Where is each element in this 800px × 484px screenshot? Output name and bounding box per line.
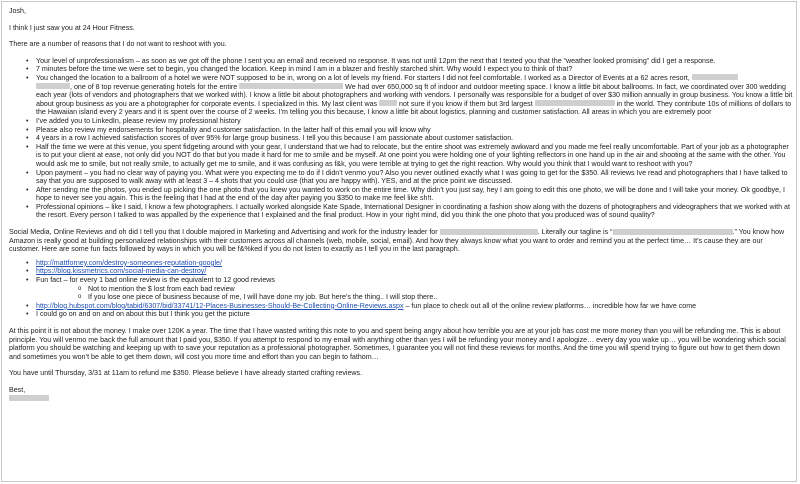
list-item: • Professional opinions – like I said, I know a few photographers. I actually worked alongside Kate Spade, International Designer in coordinating a fashion show along with the dozens of photographers and videographers that we worked with at the resort. Every person I talked to was appalled by the experience that I explained and the final product. How in your right mind, did you think the one photo that you produced was of sound quality? bbox=[9, 203, 793, 220]
redaction-block bbox=[36, 83, 70, 89]
list-item: • Half the time we were at this venue, you spent fidgeting around with your gear, I understand that we had to relocate, but the entire shoot was extremely awkward and you made me feel really uncomfortable. Part of your job as a photographer is to put your client at ease, not only did you NOT do that but you made it hard for me to smile and be myself. At one point you were holding one of your lighting reflectors in one hand up in the air and shooting at the same with the other. You would ask me to smile, but not really smile, to actually get me to smile, and it was confusing as f&k, you were terrible at trying to get the right reaction. Why would you think that I would want to reshoot with you? bbox=[9, 143, 793, 169]
email-frame bbox=[1, 1, 797, 482]
list-item: • I’ve added you to LinkedIn, please review my professional history bbox=[9, 117, 793, 126]
list-item: • http://blog.hubspot.com/blog/tabid/6307/bid/33741/12-Places-Businesses-Should-Be-Collecting-Online-Reviews.aspx – fun place to check out all of the online review platforms… incredible how far we have come bbox=[9, 302, 793, 311]
list-item: o Not to mention the $ lost from each bad review bbox=[36, 285, 793, 294]
list-item bbox=[9, 259, 793, 268]
signature bbox=[9, 395, 793, 404]
redaction-block bbox=[379, 100, 397, 106]
list-item bbox=[9, 267, 793, 276]
intro-line: I think I just saw you at 24 Hour Fitness. bbox=[9, 23, 135, 32]
greeting: Josh, bbox=[9, 7, 26, 15]
hubspot-link[interactable]: http://blog.hubspot.com/blog/tabid/6307/bid/33741/12-Places-Businesses-Should-Be-Collecting-Online-Reviews.aspx bbox=[36, 301, 404, 310]
redaction-block bbox=[692, 74, 738, 80]
list-item: o If you lose one piece of business because of me, I will have done my job. But here’s the thing.. I will stop there.. bbox=[36, 293, 793, 302]
closing-paragraph: At this point it is not about the money. I make over 120K a year. The time that I have wasted writing this note to you and spent being angry about how terrible you are at your job has cost me more money than you will be refunding me. This is about principle. You will venmo me back the full amount that I paid you, $350. If you attempt to respond to my email with anything other than yes I will be refunding your money and I apologize… every day you wake up… you will be wondering which social platform you should be watching and keeping up with to save your reputation as a professional photographer. Sometimes, I guarantee you will not find these reviews for months. And the time you will spend trying to figure out how to get them down and sometimes you won’t be able to get them down, will cost you more time and effort than you can begin to fathom… bbox=[9, 327, 786, 361]
list-item: • You changed the location to a ballroom of a hotel we were NOT supposed to be in, wrong on a lot of levels my friend. For starters I did not feel comfortable. I worked as a Director of Events at a 62 acres resort, , one of 8 top revenue generating hotels for the entire We had over 650,000 sq ft of indoor and outdoor meeting space. I know a little bit about ballrooms. In fact, we coordinated over 300 wedding each year (lots of vendors and photographers that we worked with). I know a little bit about photographers and working with vendors. I personally was responsible for a budget of over $30 million annually in group business. You know a little bit about group business as you are a photographer for corporate events. I specialized in this. My last client was not sure if you know if them but 3rd largest in the world. They contribute 10s of millions of dollars to the Hawaiian island every 2 years and it is spent over the course of 2 weeks. I’m telling you this because, I know a little bit about logistics, planning and customer satisfaction. All areas in which you are extremely poor bbox=[9, 74, 793, 117]
list-item: • Fun fact – for every 1 bad online review is the equivalent to 12 good reviews o Not to mention the $ lost from each bad review o If you lose one piece of business because of me, I will have done my job. But here’s the thing.. I will stop there.. bbox=[9, 276, 793, 302]
reasons-lead: There are a number of reasons that I do not want to reshoot with you. bbox=[9, 40, 227, 49]
kissmetrics-link[interactable]: https://blog.kissmetrics.com/social-media-can-destroy/ bbox=[36, 267, 207, 276]
reasons-list bbox=[9, 57, 793, 220]
redaction-block bbox=[535, 100, 615, 106]
redaction-block bbox=[440, 229, 538, 235]
list-item: • After sending me the photos, you ended up picking the one photo that you knew you wanted to work on the entire time. Why didn’t you just say, hey I am going to edit this one photo, we will be done and I will take your money. Ok goodbye, I hope to never see you again. This is the feeling that I had at the end of the day after paying you $350 to make me feel like sh!t. bbox=[9, 186, 793, 203]
fun-fact-sublist bbox=[36, 285, 793, 302]
reputation-link[interactable]: http://mattforney.com/destroy-someones-reputation-google/ bbox=[36, 258, 222, 267]
list-item: • Upon payment – you had no clear way of paying you. What were you expecting me to do if I didn’t venmo you? Also you never outlined exactly what I was going to get for the $350. All reviews Ive read and photographers that I have talked to say that you are supposed to walk away with at least 3 – 4 shots that you could use (that you are happy with). YES, and at the price point we discussed. bbox=[9, 169, 793, 186]
deadline-line: You have until Thursday, 3/31 at 11am to refund me $350. Please believe I have already started crafting reviews. bbox=[9, 369, 363, 378]
redaction-block bbox=[9, 395, 49, 401]
list-item: • Please also review my endorsements for hospitality and customer satisfaction. In the latter half of this email you will know why bbox=[9, 126, 793, 135]
email-body bbox=[9, 7, 793, 403]
list-item: • I could go on and on and on about this but I think you get the picture bbox=[9, 310, 793, 319]
social-media-paragraph: Social Media, Online Reviews and oh did I tell you that I double majored in Marketing and Advertising and work for the industry leader for . Literally our tagline is “ .” You know how Amazon is really good at building personalized relationships with their customers across all channels (web, mobile, social, email). And how they always know what you want to order and remind you at the perfect time… It’s cause they are our customer. Here are some fun facts followed by ways in which you will be f&%ked if you do not listen to exactly as I tell you in the last paragraph. bbox=[9, 228, 785, 254]
redaction-block bbox=[239, 83, 343, 89]
list-item: • 7 minutes before the time we were set to begin, you changed the location. Keep in mind I am in a blazer and freshly starched shirt. Why would I expect you to think of that? bbox=[9, 65, 793, 74]
redaction-block bbox=[613, 229, 733, 235]
list-item: • 4 years in a row I achieved satisfaction scores of over 95% for large group business. I tell you this because I am passionate about customer satisfaction. bbox=[9, 134, 793, 143]
resources-list bbox=[9, 259, 793, 319]
signoff: Best, bbox=[9, 385, 26, 394]
list-item: • Your level of unprofessionalism – as soon as we got off the phone I sent you an email and received no response. It was not until 12pm the next that I texted you that the “weather looked promising” did I get a response. bbox=[9, 57, 793, 66]
